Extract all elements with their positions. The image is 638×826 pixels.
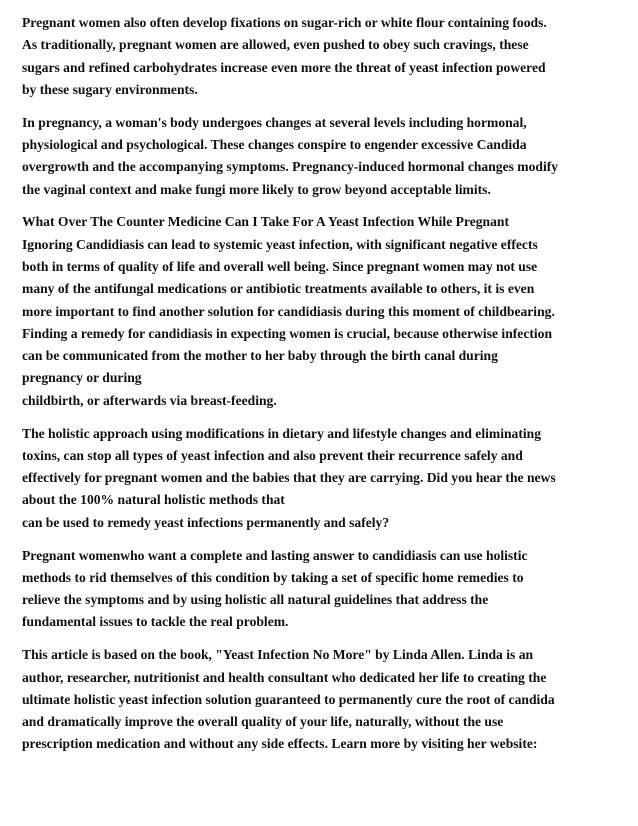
text-line: effectively for pregnant women and the babies that they are carrying. Did you hear the news [22, 470, 556, 486]
text-line: by these sugary environments. [22, 81, 198, 97]
text-line: Ignoring Candidiasis can lead to systemic yeast infection, with significant negative effects [22, 236, 538, 252]
text-line: sugars and refined carbohydrates increase even more the threat of yeast infection powered [22, 59, 546, 75]
text-line: What Over The Counter Medicine Can I Take For A Yeast Infection While Pregnant [22, 214, 510, 230]
paragraph-hormonal-changes [22, 112, 618, 201]
text-line: toxins, can stop all types of yeast infection and also prevent their recurrence safely and [22, 447, 523, 463]
text-line: The holistic approach using modifications in dietary and lifestyle changes and eliminating [22, 425, 542, 441]
text-line: In pregnancy, a woman's body undergoes changes at several levels including hormonal, [22, 114, 527, 130]
text-line: As traditionally, pregnant women are allowed, even pushed to obey such cravings, these [22, 37, 529, 53]
document-page [22, 12, 618, 766]
text-line: prescription medication and without any side effects. Learn more by visiting her website: [22, 736, 538, 752]
paragraph-medicine-question [22, 211, 618, 412]
paragraph-holistic-approach [22, 423, 618, 534]
text-line: This article is based on the book, "Yeast Infection No More" by Linda Allen. Linda is an [22, 647, 534, 663]
text-line: ultimate holistic yeast infection solution guaranteed to permanently cure the root of candida [22, 691, 555, 707]
text-line: more important to find another solution for candidiasis during this moment of childbearing. [22, 303, 555, 319]
text-line: about the 100% natural holistic methods that [22, 492, 285, 508]
text-line: physiological and psychological. These changes conspire to engender excessive Candida [22, 136, 527, 152]
text-line: can be communicated from the mother to her baby through the birth canal during [22, 348, 498, 364]
text-line: overgrowth and the accompanying symptoms. Pregnancy-induced hormonal changes modify [22, 159, 559, 175]
text-line: both in terms of quality of life and overall well being. Since pregnant women may not use [22, 258, 538, 274]
text-line: and dramatically improve the overall quality of your life, naturally, without the use [22, 714, 504, 730]
paragraph-lasting-answer [22, 545, 618, 634]
text-line: childbirth, or afterwards via breast-feeding. [22, 392, 277, 408]
text-line: the vaginal context and make fungi more likely to grow beyond acceptable limits. [22, 181, 491, 197]
text-line: pregnancy or during [22, 370, 142, 386]
text-line: can be used to remedy yeast infections permanently and safely? [22, 514, 390, 530]
text-line: methods to rid themselves of this condition by taking a set of specific home remedies to [22, 569, 524, 585]
paragraph-sugar-cravings [22, 12, 618, 101]
text-line: fundamental issues to tackle the real problem. [22, 614, 289, 630]
paragraph-about-book [22, 644, 618, 755]
text-line: many of the antifungal medications or antibiotic treatments available to others, it is even [22, 281, 535, 297]
text-line: Finding a remedy for candidiasis in expecting women is crucial, because otherwise infection [22, 325, 553, 341]
text-line: relieve the symptoms and by using holistic all natural guidelines that address the [22, 592, 489, 608]
text-line: Pregnant women also often develop fixations on sugar-rich or white flour containing foods. [22, 15, 547, 30]
text-line: author, researcher, nutritionist and health consultant who dedicated her life to creating the [22, 669, 547, 685]
text-line: Pregnant womenwho want a complete and lasting answer to candidiasis can use holistic [22, 547, 528, 563]
